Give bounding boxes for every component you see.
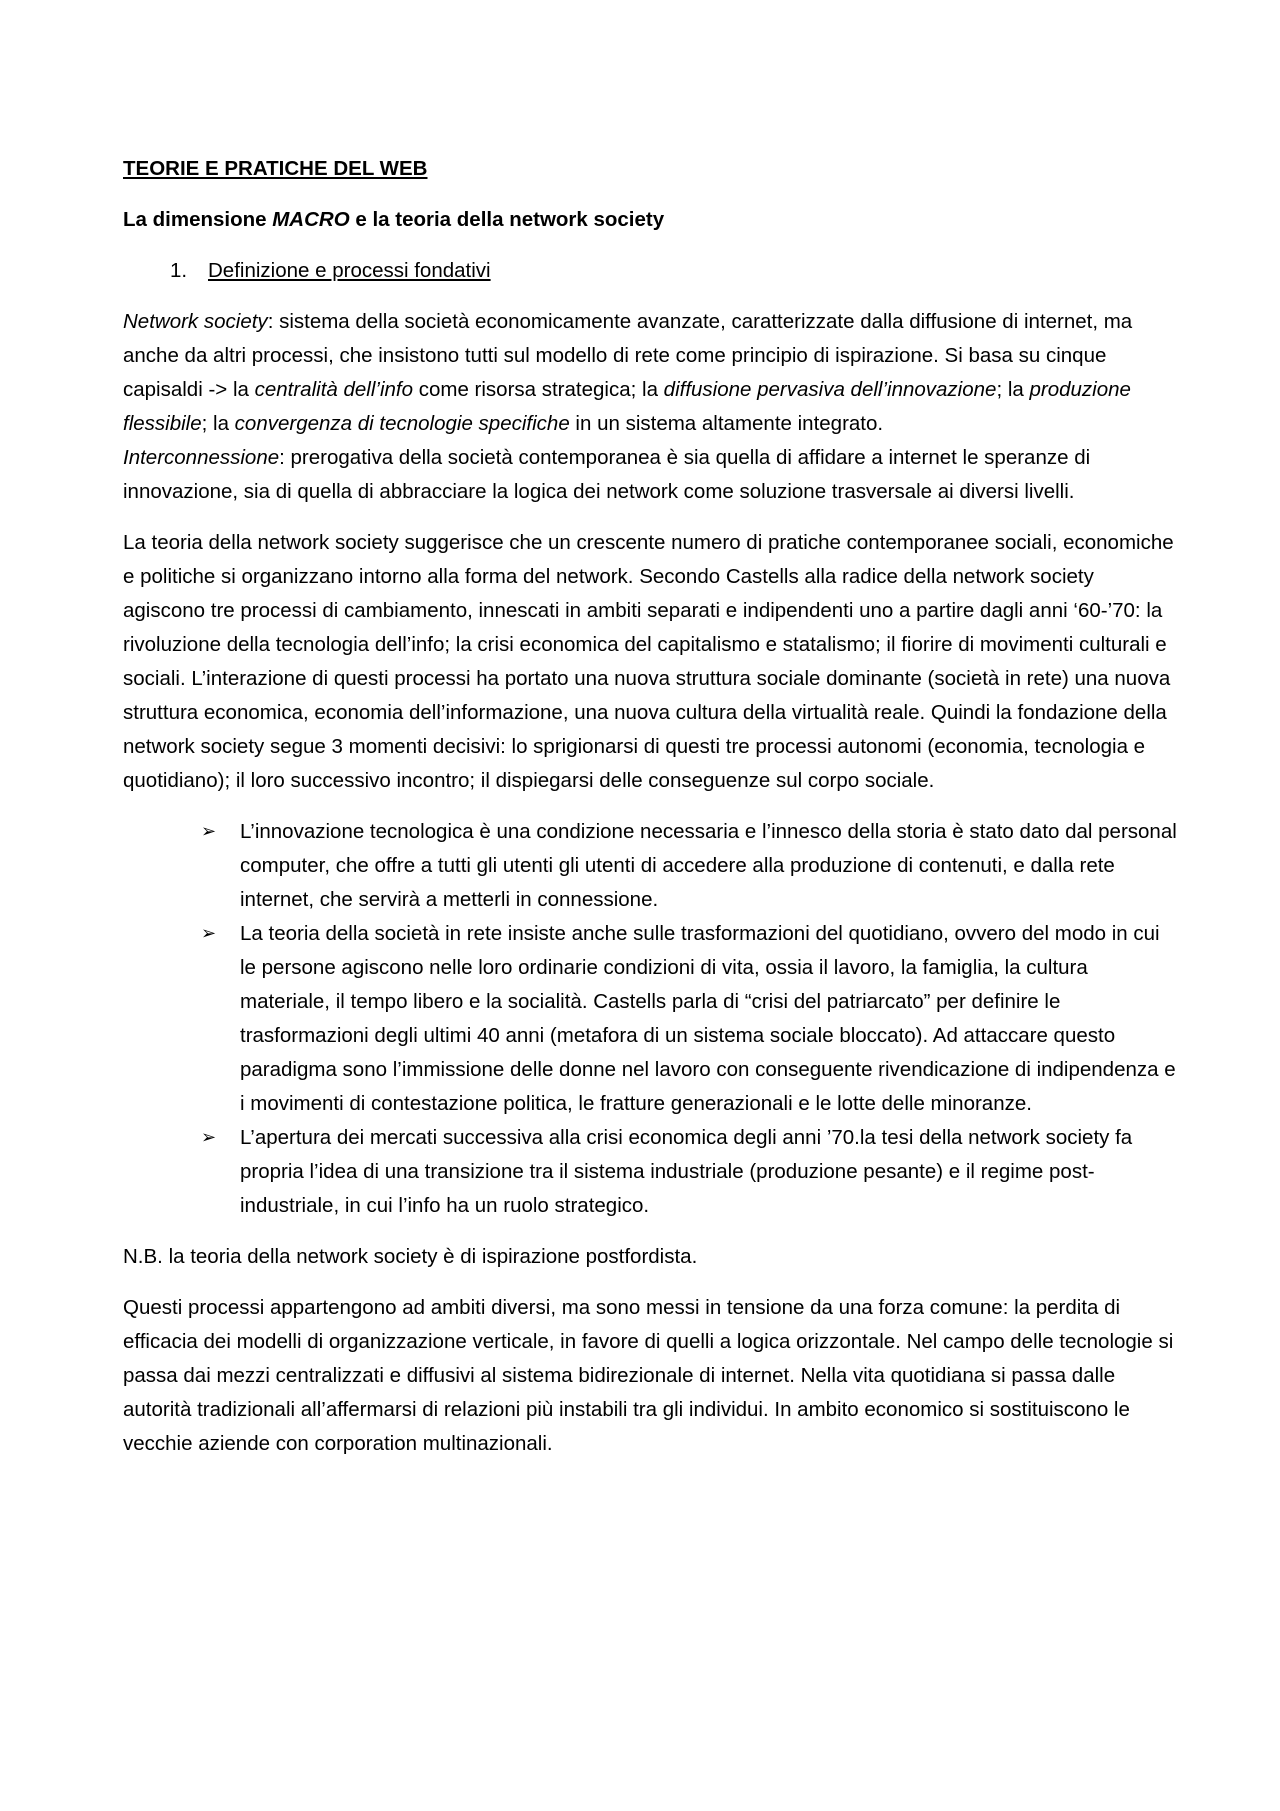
subtitle-pre: La dimensione <box>123 208 273 231</box>
paragraph-processi: Questi processi appartengono ad ambiti diversi, ma sono messi in tensione da una forza comune: la perdita di efficacia dei modelli di organizzazione verticale, in favore di quelli a logica orizzontale. Nel campo delle tecnologie si passa dai mezzi centralizzati e diffusivi al sistema bidirezionale di internet. Nella vita quotidiana si passa dalle autorità tradizionali all’affermarsi di relazioni più instabili tra gli individui. In ambito economico si sostituiscono le vecchie aziende con corporation multinazionali. <box>123 1296 1174 1455</box>
subtitle-emphasis: MACRO <box>272 208 350 231</box>
document-body <box>123 152 1178 1461</box>
list-item-text: L’apertura dei mercati successiva alla crisi economica degli anni ’70.la tesi della network society fa propria l’idea di una transizione tra il sistema industriale (produzione pesante) e il regime post-industriale, in cui l’info ha un ruolo strategico. <box>240 1126 1133 1217</box>
arrow-bullet-icon: ➢ <box>201 923 217 944</box>
p1-text-2: come risorsa strategica; la <box>413 378 664 401</box>
paragraph-castells: La teoria della network society suggerisce che un crescente numero di pratiche contemporanee sociali, economiche e politiche si organizzano intorno alla forma del network. Secondo Castells alla radice della network society agiscono tre processi di cambiamento, innescati in ambiti separati e indipendenti uno a partire dagli anni ‘60-’70: la rivoluzione della tecnologia dell’info; la crisi economica del capitalismo e statalismo; il fiorire di movimenti culturali e sociali. L’interazione di questi processi ha portato una nuova struttura sociale dominante (società in rete) una nuova struttura economica, economia dell’informazione, una nuova cultura della virtualità reale. Quindi la fondazione della network society segue 3 momenti decisivi: lo sprigionarsi di questi tre processi autonomi (economia, tecnologia e quotidiano); il loro successivo incontro; il dispiegarsi delle conseguenze sul corpo sociale. <box>123 531 1174 792</box>
document-subtitle <box>123 203 1178 237</box>
p1-emphasis-2: diffusione pervasiva dell’innovazione <box>663 378 997 401</box>
term-interconnessione: Interconnessione <box>123 446 280 469</box>
paragraph-interconnessione <box>123 441 1178 509</box>
list-item-text: La teoria della società in rete insiste anche sulle trasformazioni del quotidiano, ovvero del modo in cui le persone agiscono nelle loro ordinarie condizioni di vita, ossia il lavoro, la famiglia, la cultura materiale, il tempo libero e la socialità. Castells parla di “crisi del patriarcato” per definire le trasformazioni degli ultimi 40 anni (metafora di un sistema sociale bloccato). Ad attaccare questo paradigma sono l’immissione delle donne nel lavoro con conseguente rivendicazione di indipendenza e i movimenti di contestazione politica, le fratture generazionali e le lotte delle minoranze. <box>240 922 1176 1115</box>
subtitle-post: e la teoria della network society <box>349 208 665 231</box>
p1-text-3: ; la <box>996 378 1030 401</box>
term-network-society: Network society <box>123 310 268 333</box>
arrow-bullet-icon: ➢ <box>201 1127 217 1148</box>
list-item <box>201 917 1178 1121</box>
section-label: Definizione e processi fondativi <box>208 259 491 282</box>
p1-emphasis-4: convergenza di tecnologie specifiche <box>234 412 570 435</box>
note-postfordista: N.B. la teoria della network society è di ispirazione postfordista. <box>123 1245 698 1268</box>
p1-emphasis-1: centralità dell’info <box>254 378 414 401</box>
p2-text: : prerogativa della società contemporanea è sia quella di affidare a internet le speranze di innovazione, sia di quella di abbracciare la logica dei network come soluzione trasversale ai diversi livelli. <box>123 446 1091 503</box>
list-item-text: L’innovazione tecnologica è una condizione necessaria e l’innesco della storia è stato dato dal personal computer, che offre a tutti gli utenti gli utenti di accedere alla produzione di contenuti, e dalla rete internet, che servirà a metterli in connessione. <box>240 820 1177 911</box>
section-heading <box>123 254 1178 288</box>
paragraph-network-society <box>123 305 1178 441</box>
arrow-bullet-icon: ➢ <box>201 821 217 842</box>
p1-text-4: ; la <box>201 412 235 435</box>
p1-text-1: : sistema della società economicamente avanzate, caratterizzate dalla diffusione di internet, ma anche da altri processi, che insistono tutti sul modello di rete come principio di ispirazione. Si basa su cinque capisaldi -> la <box>123 310 1133 401</box>
document-title: TEORIE E PRATICHE DEL WEB <box>123 157 428 180</box>
list-item <box>201 815 1178 917</box>
p1-emphasis-3: produzione flessibile <box>123 378 1131 435</box>
bullet-list <box>123 815 1178 1223</box>
section-number: 1. <box>170 259 188 282</box>
list-item <box>201 1121 1178 1223</box>
p1-text-5: in un sistema altamente integrato. <box>569 412 884 435</box>
